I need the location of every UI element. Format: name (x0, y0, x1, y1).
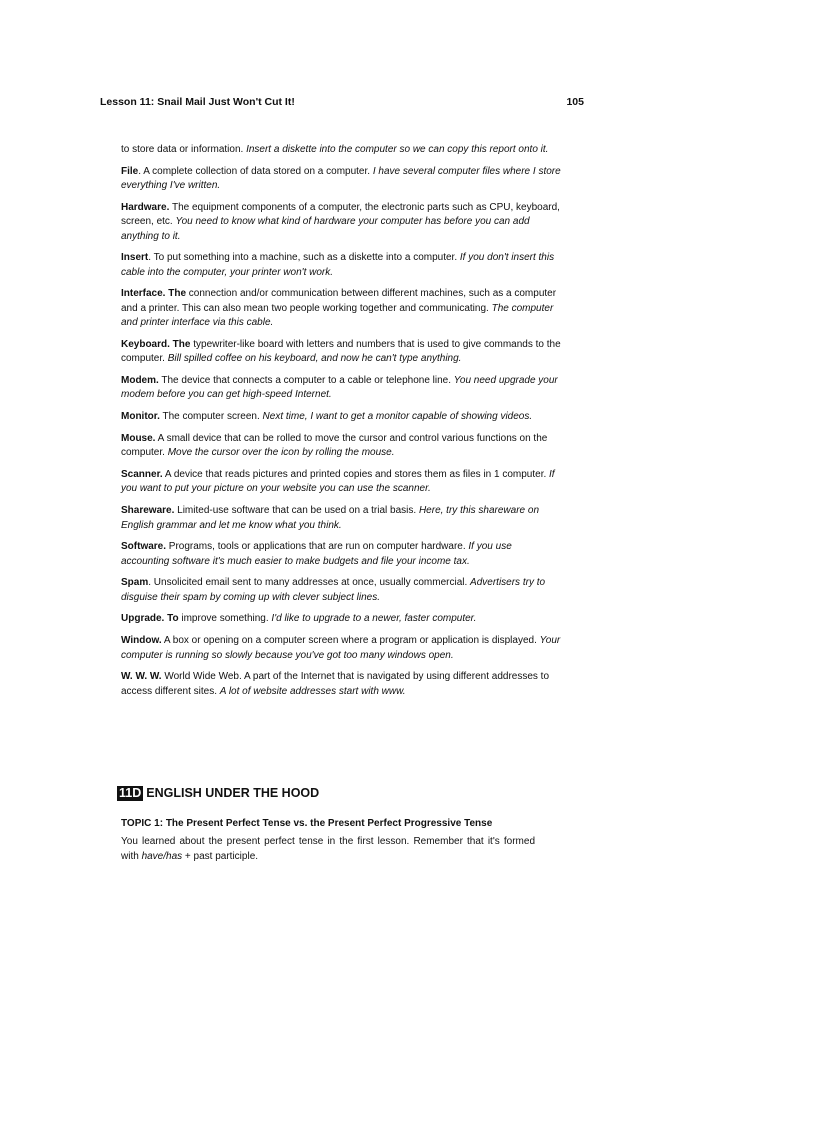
entry-term: Keyboard. The (121, 338, 191, 350)
entry-term: Upgrade. To (121, 613, 179, 625)
glossary-entry (121, 374, 561, 403)
entry-example: If you don't insert this cable into the computer, your printer won't work. (121, 252, 555, 278)
entry-example: If you want to put your picture on your website you can use the scanner. (121, 468, 555, 495)
entry-example: Move the cursor over the icon by rolling the mouse. (167, 447, 395, 459)
entry-definition: Programs, tools or applications that are run on computer hardware. (166, 541, 469, 553)
glossary-entry (121, 432, 561, 461)
entry-term: Insert (121, 252, 149, 264)
entry-term: Scanner. (121, 468, 163, 480)
entry-term: Software. (121, 541, 167, 553)
topic-text-emphasis: have/has (141, 850, 183, 862)
section-body (121, 817, 535, 864)
topic-text-end: + past participle. (182, 850, 259, 862)
glossary-entry (121, 143, 561, 157)
entry-definition: The device that connects a computer to a cable or telephone line. (158, 375, 454, 387)
entry-term: Modem. (121, 375, 159, 387)
glossary-entry (121, 251, 561, 280)
glossary-entry (121, 612, 561, 626)
glossary-entry (121, 670, 561, 699)
chapter-title: Lesson 11: Snail Mail Just Won't Cut It! (100, 96, 295, 108)
topic-title: TOPIC 1: The Present Perfect Tense vs. the Present Perfect Progressive Tense (121, 818, 493, 829)
entry-definition: The equipment components of a computer, the electronic parts such as CPU, keyboard, screen, etc. (121, 201, 560, 228)
page-header (100, 96, 584, 110)
page-number: 105 (566, 96, 584, 108)
entry-definition: . To put something into a machine, such as a diskette into a computer. (148, 252, 460, 264)
entry-definition: A box or opening on a computer screen where a program or application is displayed. (161, 635, 540, 647)
entry-example: Here, try this shareware on English grammar and let me know what you think. (121, 505, 540, 531)
entry-example: Your computer is running so slowly because you've got too many windows open. (121, 635, 561, 661)
entry-term: Monitor. (121, 411, 160, 423)
entry-definition: . Unsolicited email sent to many addresses at once, usually commercial. (148, 577, 471, 589)
entry-definition: . A complete collection of data stored on a computer. (138, 165, 373, 177)
topic-text-start: You learned about the present perfect tense in the first lesson. Remember that it's formed with (121, 836, 535, 862)
glossary-entries (121, 143, 561, 706)
entry-example: You need upgrade your modem before you can get high-speed Internet. (121, 375, 558, 401)
entry-definition: World Wide Web. A part of the Internet that is navigated by using different addresses to access different sites. (121, 671, 550, 697)
topic-paragraph (121, 835, 535, 864)
glossary-entry (121, 165, 561, 194)
entry-term: W. W. W. (121, 671, 162, 683)
entry-definition: The computer screen. (159, 411, 263, 423)
entry-example: Next time, I want to get a monitor capable of showing videos. (262, 411, 533, 423)
entry-example: If you use accounting software it's much easier to make budgets and file your income tax. (121, 541, 512, 567)
entry-definition: to store data or information. (121, 144, 247, 155)
glossary-entry (121, 468, 561, 497)
entry-example: I have several computer files where I store everything I've written. (121, 165, 561, 192)
entry-term: Shareware. (121, 505, 175, 517)
section-badge: 11D (119, 786, 142, 800)
glossary-entry (121, 634, 561, 663)
entry-example: You need to know what kind of hardware your computer has before you can add anything to it. (121, 216, 530, 242)
entry-example: A lot of website addresses start with www. (219, 685, 406, 697)
entry-definition: improve something. (178, 613, 272, 625)
section-heading (117, 786, 319, 802)
entry-definition: typewriter-like board with letters and numbers that is used to give commands to the computer. (121, 338, 561, 365)
entry-example: I'd like to upgrade to a newer, faster computer. (271, 613, 477, 625)
entry-term: Hardware. (121, 201, 170, 213)
glossary-entry (121, 504, 561, 533)
entry-example: Insert a diskette into the computer so we can copy this report onto it. (246, 144, 549, 155)
section-title: ENGLISH UNDER THE HOOD (146, 786, 320, 800)
entry-term: Spam (121, 577, 149, 589)
entry-example: Bill spilled coffee on his keyboard, and now he can't type anything. (167, 353, 462, 365)
glossary-entry (121, 410, 561, 424)
entry-example: The computer and printer interface via this cable. (121, 302, 554, 329)
entry-example: Advertisers try to disguise their spam by coming up with clever subject lines. (121, 577, 546, 603)
glossary-entry (121, 540, 561, 569)
glossary-entry (121, 287, 561, 330)
entry-definition: Limited-use software that can be used on a trial basis. (174, 505, 419, 517)
glossary-entry (121, 338, 561, 367)
entry-term: Window. (121, 635, 162, 647)
entry-definition: A device that reads pictures and printed copies and stores them as files in 1 computer. (162, 468, 550, 480)
glossary-entry (121, 201, 561, 244)
entry-term: File (121, 165, 139, 177)
entry-definition: A small device that can be rolled to move the cursor and control various functions on the computer. (121, 432, 548, 459)
glossary-entry (121, 576, 561, 605)
entry-term: Interface. The (121, 288, 187, 300)
entry-term: Mouse. (121, 432, 156, 444)
entry-definition: connection and/or communication between different machines, such as a computer and a printer. This can also mean two people working together and communicating. (121, 288, 557, 314)
